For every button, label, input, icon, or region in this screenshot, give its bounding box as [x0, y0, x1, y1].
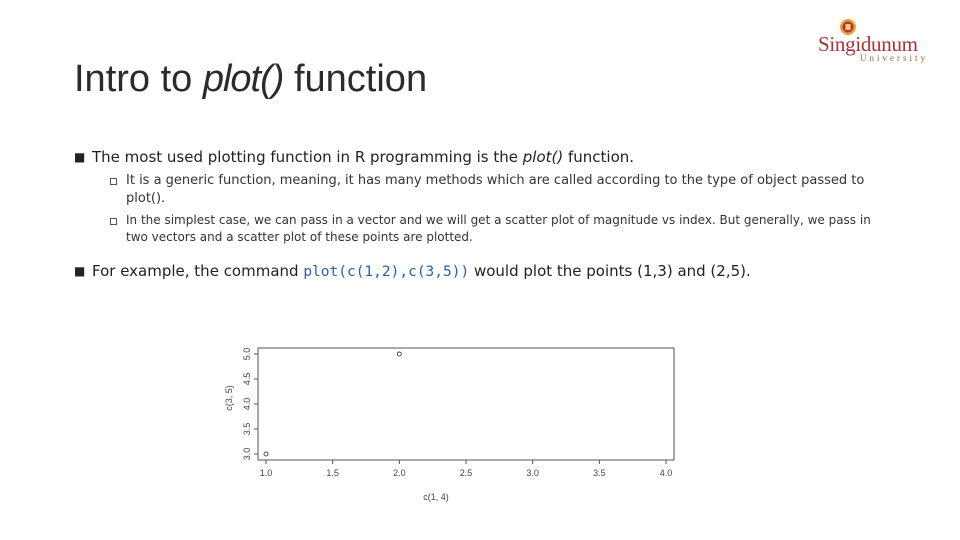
title-prefix: Intro to: [74, 58, 203, 100]
hollow-square-bullet-icon: [110, 178, 117, 185]
x-tick-label: 2.5: [459, 468, 473, 478]
y-tick-label: 5.0: [242, 347, 252, 361]
bullet-list: [74, 146, 894, 287]
sub-bullet-item: [74, 172, 894, 208]
bullet-emphasis: plot(): [522, 148, 564, 166]
university-logo: [816, 18, 936, 66]
square-bullet-icon: ■: [74, 264, 86, 278]
title-emphasis: plot(): [202, 58, 284, 100]
x-tick-label: 2.0: [393, 468, 406, 478]
y-tick-label: 4.5: [242, 372, 252, 386]
code-snippet: plot(c(1,2),c(3,5)): [303, 264, 470, 280]
plot-frame: [258, 348, 674, 460]
slide-title: [74, 58, 427, 101]
y-tick-label: 3.5: [242, 422, 252, 436]
x-tick-label: 1.5: [326, 468, 339, 478]
bullet-item: [74, 260, 894, 283]
square-bullet-icon: ■: [74, 150, 86, 164]
bullet-text: function.: [563, 148, 635, 166]
x-tick-label: 3.0: [526, 468, 539, 478]
sub-bullet-text: It is a generic function, meaning, it has many methods which are called according to the type of object passed to plot().: [126, 173, 865, 206]
bullet-item: [74, 146, 894, 168]
y-tick-label: 4.0: [242, 397, 252, 411]
x-tick-label: 1.0: [259, 468, 273, 478]
y-axis-label: c(3, 5): [224, 385, 234, 411]
data-point: [397, 352, 401, 356]
sub-bullet-item: [74, 212, 894, 246]
logo-name: Singidunum: [818, 32, 918, 56]
hollow-square-bullet-icon: [110, 218, 117, 225]
y-tick-label: 3.0: [242, 447, 252, 461]
data-point: [264, 452, 268, 456]
sub-bullet-text: In the simplest case, we can pass in a vector and we will get a scatter plot of magnitude vs index. But generally, we pass in two vectors and a scatter plot of these points are plotted.: [126, 213, 871, 244]
bullet-text: For example, the command: [92, 262, 304, 280]
x-tick-label: 4.0: [659, 468, 673, 478]
bullet-text: would plot the points (1,3) and (2,5).: [469, 262, 751, 280]
x-axis-label: c(1, 4): [423, 492, 449, 502]
scatter-plot: [220, 340, 680, 520]
title-suffix: function: [283, 58, 428, 100]
logo-subtitle: University: [860, 53, 928, 63]
x-tick-label: 3.5: [593, 468, 606, 478]
bullet-text: The most used plotting function in R programming is the: [92, 148, 523, 166]
